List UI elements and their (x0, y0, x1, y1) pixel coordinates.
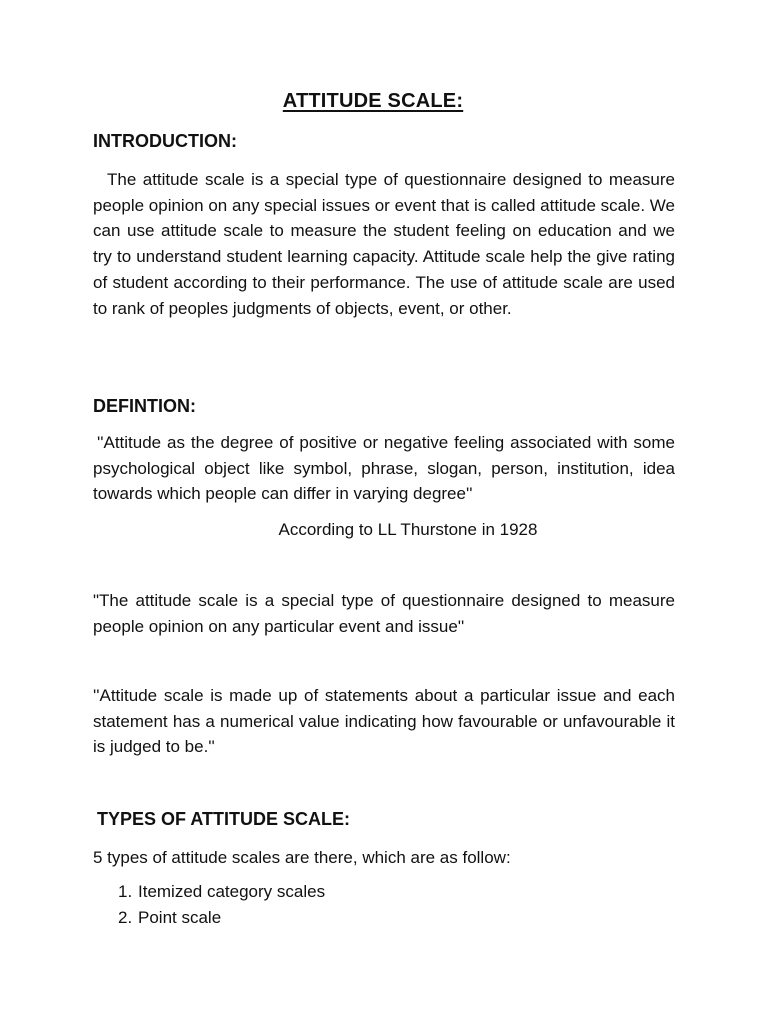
definition-quote-thurstone: ''Attitude as the degree of positive or negative feeling associated with some psychological object like symbol, phrase, slogan, person, institution, idea towards which people can differ in varying degree'' (93, 433, 675, 504)
types-heading: TYPES OF ATTITUDE SCALE: (97, 809, 351, 829)
introduction-heading: INTRODUCTION: (93, 131, 237, 151)
definition-quote-questionnaire: "The attitude scale is a special type of questionnaire designed to measure people opinion on any particular event and issue'' (93, 591, 675, 636)
introduction-paragraph: The attitude scale is a special type of questionnaire designed to measure people opinion on any special issues or event that is called attitude scale. We can use attitude scale to measure the student feeling on education and we try to understand student learning capacity. Attitude scale help the give rating of student according to their performance. The use of attitude scale are used to rank of peoples judgments of objects, event, or other. (93, 170, 675, 318)
definition-heading: DEFINTION: (93, 396, 196, 416)
types-list (104, 879, 325, 931)
list-item-label: Itemized category scales (138, 882, 326, 901)
definition-quote-statements: ''Attitude scale is made up of statements about a particular issue and each statement has a numerical value indicating how favourable or unfavourable it is judged to be.'' (93, 686, 675, 757)
list-item-number: 1. (118, 882, 133, 901)
list-item-label: Point scale (138, 908, 222, 927)
list-item (104, 879, 325, 905)
document-title: ATTITUDE SCALE: (282, 90, 464, 112)
list-item (104, 905, 325, 931)
definition-attribution: According to LL Thurstone in 1928 (278, 520, 538, 539)
list-item-number: 2. (118, 908, 133, 927)
types-intro: 5 types of attitude scales are there, which are as follow: (93, 848, 511, 867)
